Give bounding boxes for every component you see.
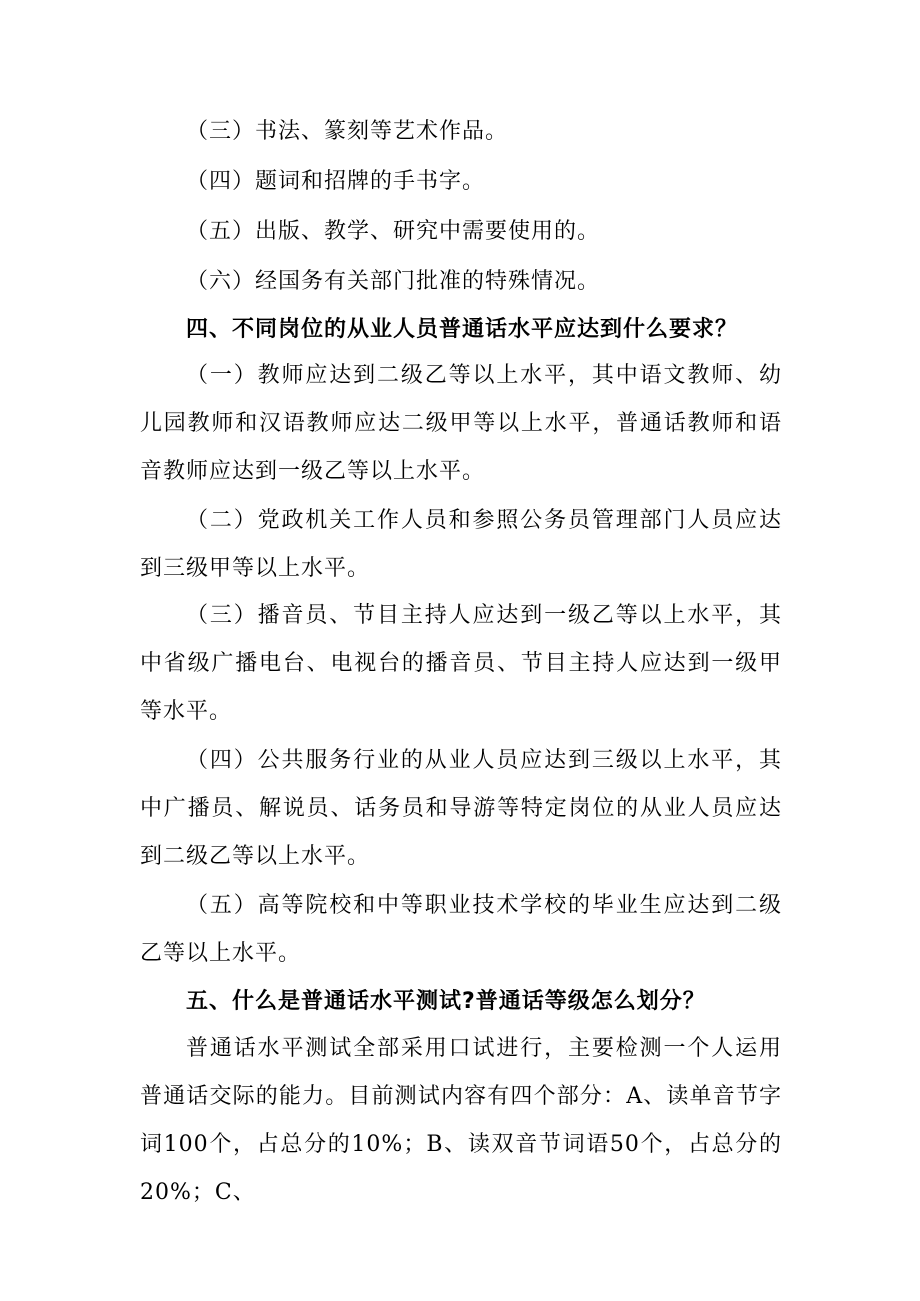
paragraph-test-description: 普通话水平测试全部采用口试进行，主要检测一个人运用普通话交际的能力。目前测试内容有四个部分：A、读单音节字词100个，占总分的10%；B、读双音节词语50个，占总分的20%；C、	[140, 1036, 782, 1205]
paragraph-teachers: （一）教师应达到二级乙等以上水平，其中语文教师、幼儿园教师和汉语教师应达二级甲等以上水平，普通话教师和语音教师应达到一级乙等以上水平。	[140, 363, 782, 484]
list-item-publishing: （五）出版、教学、研究中需要使用的。	[186, 219, 601, 244]
section-heading-requirements: 四、不同岗位的从业人员普通话水平应达到什么要求？	[186, 317, 739, 342]
list-item-inscriptions: （四）题词和招牌的手书字。	[186, 169, 486, 194]
paragraph-graduates: （五）高等院校和中等职业技术学校的毕业生应达到二级乙等以上水平。	[140, 893, 782, 966]
list-item-special-cases: （六）经国务有关部门批准的特殊情况。	[186, 269, 601, 294]
paragraph-officials: （二）党政机关工作人员和参照公务员管理部门人员应达到三级甲等以上水平。	[140, 508, 782, 581]
paragraph-public-service: （四）公共服务行业的从业人员应达到三级以上水平，其中广播员、解说员、话务员和导游等特定岗位的从业人员应达到二级乙等以上水平。	[140, 748, 782, 869]
section-heading-test: 五、什么是普通话水平测试?普通话等级怎么划分？	[186, 989, 706, 1014]
paragraph-broadcasters: （三）播音员、节目主持人应达到一级乙等以上水平，其中省级广播电台、电视台的播音员、节目主持人应达到一级甲等水平。	[140, 603, 782, 724]
list-item-calligraphy: （三）书法、篆刻等艺术作品。	[186, 119, 509, 144]
